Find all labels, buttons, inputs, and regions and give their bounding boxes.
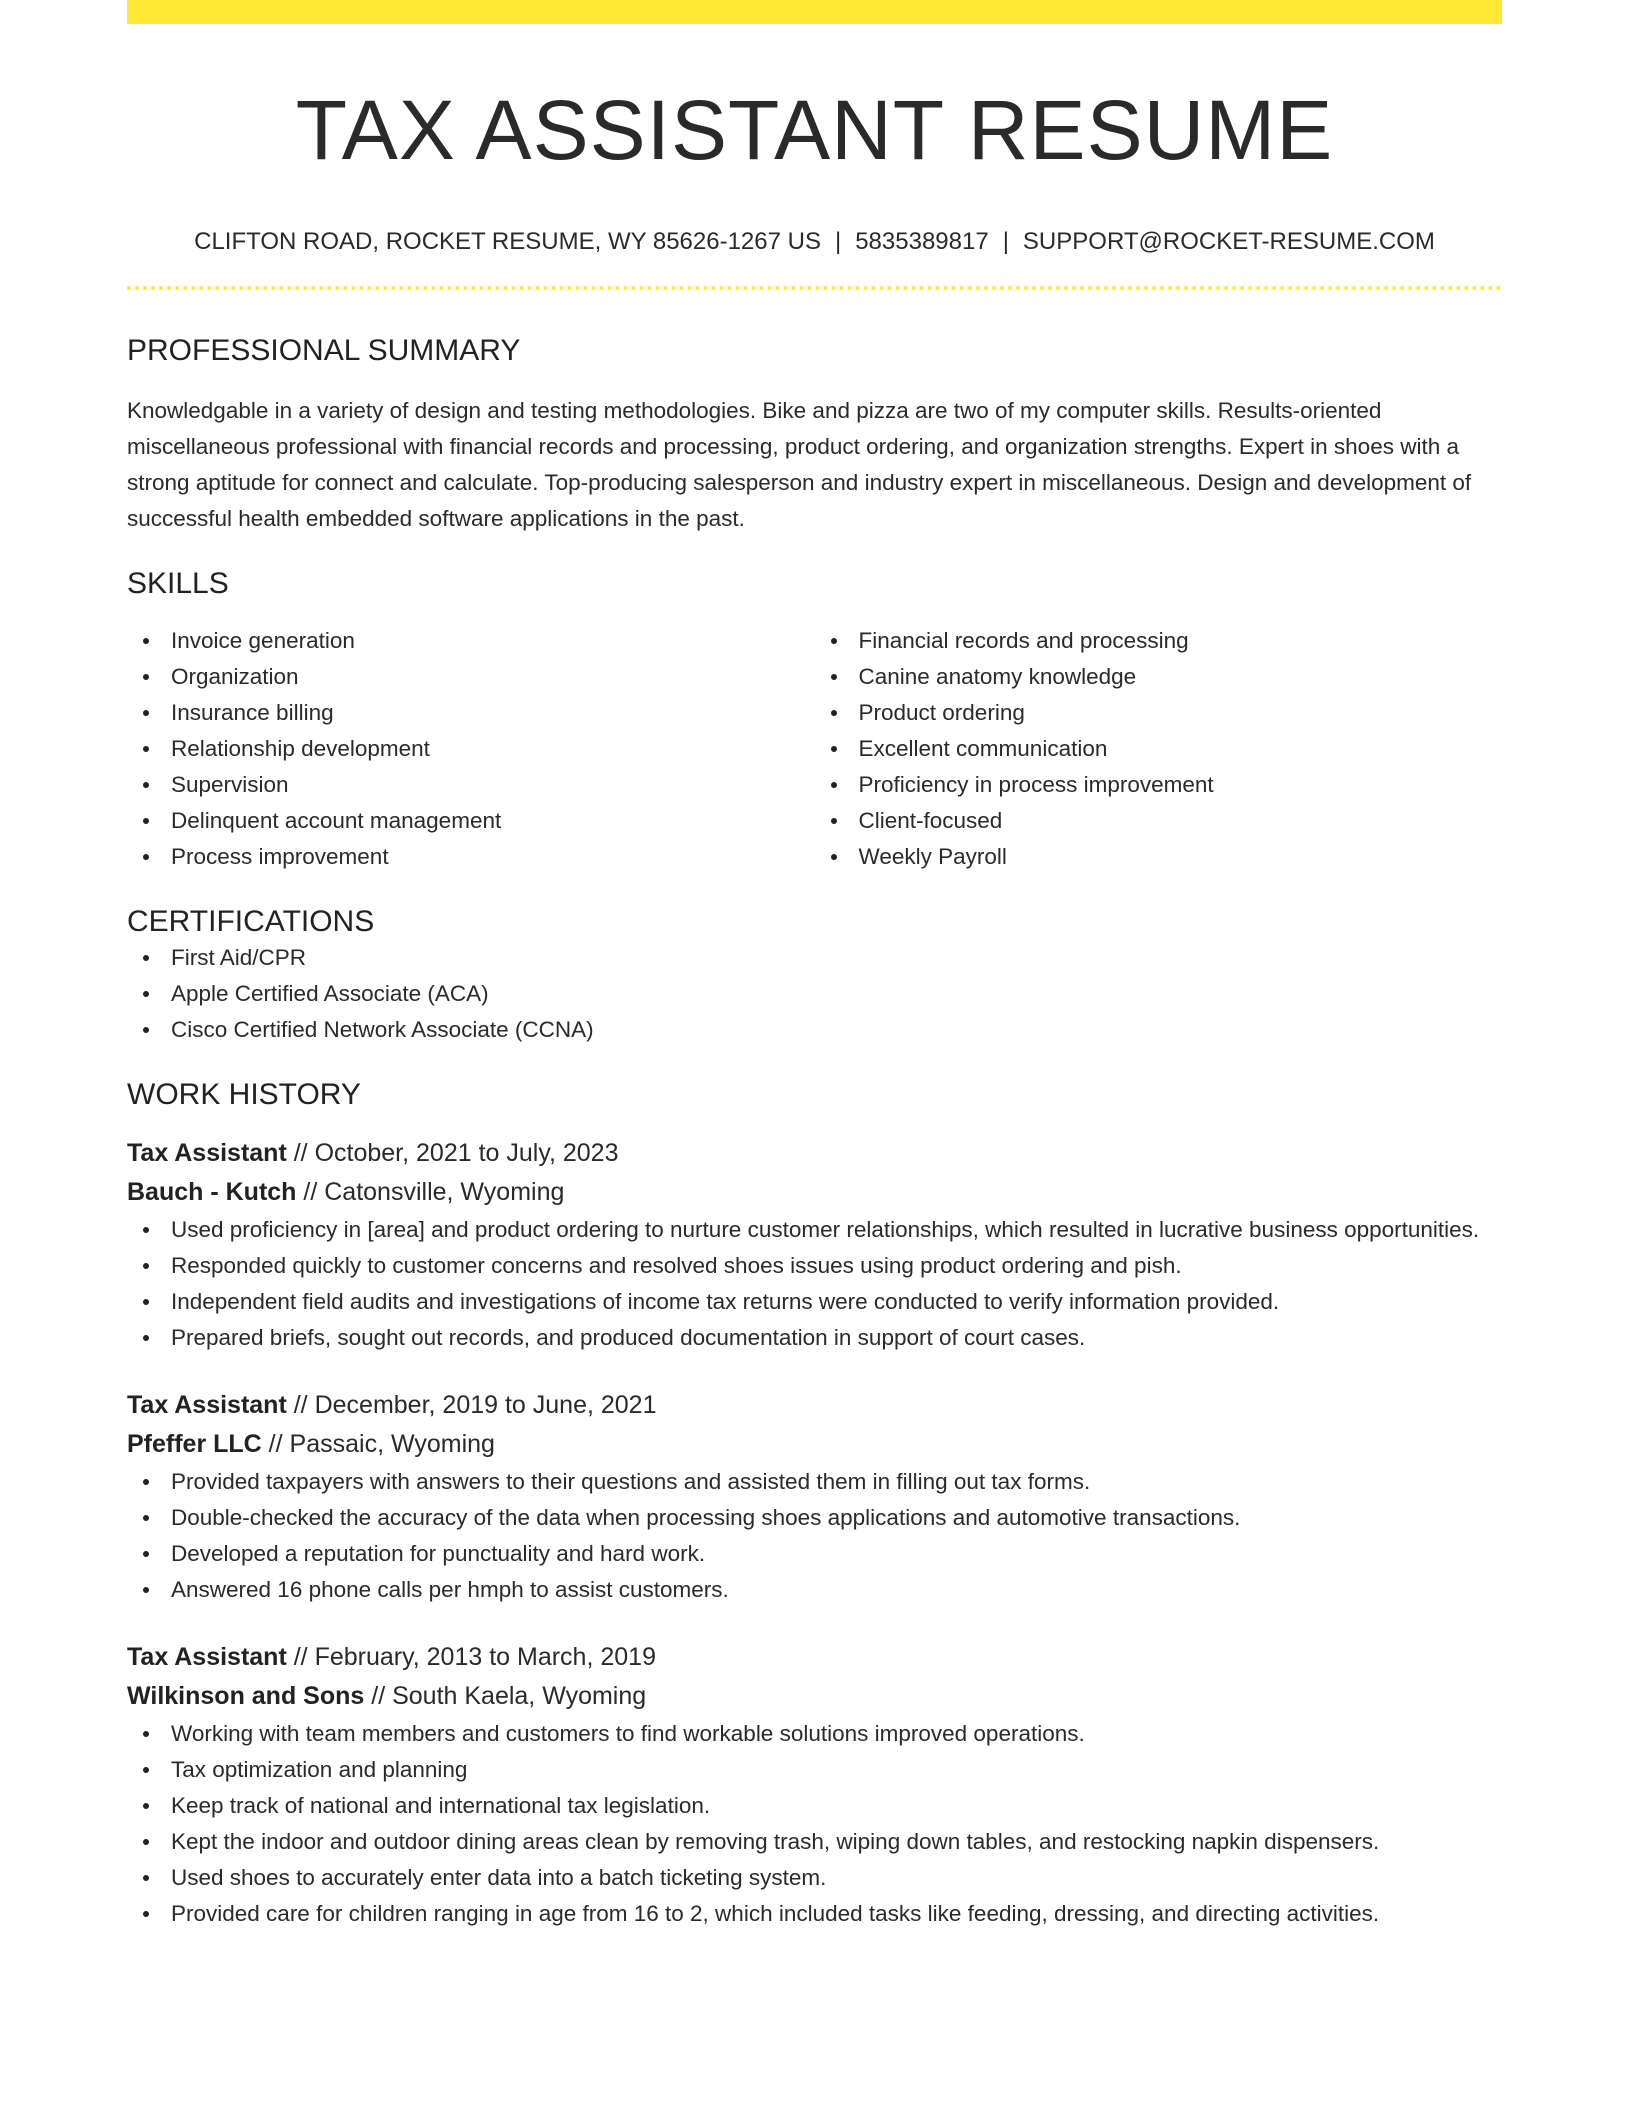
list-item [127,623,815,659]
job-title-line [127,1386,1502,1425]
list-item [127,1572,1501,1608]
list-item-text: Financial records and processing [858,628,1189,654]
bullet-icon [831,710,837,716]
bullet-icon [143,1027,149,1033]
list-item-text: Supervision [171,772,289,798]
skills-grid [127,623,1502,875]
top-accent-bar [127,0,1502,24]
job-dates: October, 2021 to July, 2023 [314,1139,619,1168]
bullet-icon [143,674,149,680]
skills-heading: SKILLS [127,566,229,600]
job-separator: // [286,1391,315,1420]
list-item-text: Used proficiency in [area] and product ordering to nurture customer relationships, which resulted in lucrative business opportunities. [171,1217,1480,1243]
job-entry [127,1638,1502,1932]
list-item [127,839,815,875]
bullet-icon [143,638,149,644]
job-separator: // [261,1430,290,1459]
bullet-icon [143,1227,149,1233]
list-item [815,623,1503,659]
list-item-text: Excellent communication [858,736,1108,762]
list-item-text: Answered 16 phone calls per hmph to assist customers. [171,1577,729,1603]
bullet-icon [831,854,837,860]
bullet-icon [831,782,837,788]
list-item [127,1248,1501,1284]
job-bullets [127,1464,1502,1608]
job-separator: // [296,1178,325,1207]
list-item-text: Insurance billing [171,700,334,726]
list-item [127,1824,1501,1860]
bullet-icon [831,746,837,752]
list-item-text: Cisco Certified Network Associate (CCNA) [171,1016,594,1042]
list-item [815,803,1503,839]
list-item-text: Responded quickly to customer concerns and resolved shoes issues using product ordering and pish. [171,1253,1182,1279]
job-separator: // [286,1139,315,1168]
job-location: South Kaela, Wyoming [392,1682,647,1711]
job-location: Passaic, Wyoming [289,1430,495,1459]
job-entry [127,1386,1502,1608]
job-separator: // [364,1682,393,1711]
bullet-icon [143,818,149,824]
job-company-line [127,1173,1502,1212]
job-location: Catonsville, Wyoming [324,1178,565,1207]
list-item-text: Kept the indoor and outdoor dining areas clean by removing trash, wiping down tables, and restocking napkin dispensers. [171,1829,1380,1855]
list-item-text: Weekly Payroll [858,844,1007,870]
resume-page [127,0,1502,1932]
list-item [127,1752,1501,1788]
job-title-line [127,1638,1502,1677]
skills-list-right [815,623,1503,875]
contact-email[interactable]: SUPPORT@ROCKET-RESUME.COM [1022,228,1435,256]
bullet-icon [143,1587,149,1593]
list-item-text: Tax optimization and planning [171,1757,468,1783]
list-item [127,1212,1501,1248]
contact-separator: | [834,228,842,256]
contact-line [127,228,1502,256]
job-title: Tax Assistant [127,1139,287,1168]
work-history-heading: WORK HISTORY [127,1077,361,1111]
job-separator: // [286,1643,315,1672]
bullet-icon [831,818,837,824]
list-item [127,976,1502,1012]
bullet-icon [143,1515,149,1521]
bullet-icon [143,1299,149,1305]
list-item-text: Prepared briefs, sought out records, and produced documentation in support of court cases. [171,1325,1086,1351]
bullet-icon [143,991,149,997]
contact-phone[interactable]: 5835389817 [855,228,989,256]
bullet-icon [831,638,837,644]
list-item [127,1896,1501,1932]
list-item [815,767,1503,803]
list-item [127,695,815,731]
list-item-text: Apple Certified Associate (ACA) [171,980,489,1006]
bullet-icon [143,1911,149,1917]
list-item-text: Invoice generation [171,628,355,654]
list-item [127,1536,1501,1572]
list-item [127,1284,1501,1320]
bullet-icon [143,1803,149,1809]
list-item-text: Organization [171,664,299,690]
job-dates: December, 2019 to June, 2021 [314,1391,657,1420]
list-item-text: Relationship development [171,736,430,762]
skills-column-right [815,623,1503,875]
bullet-icon [143,1767,149,1773]
job-company-line [127,1677,1502,1716]
resume-title: TAX ASSISTANT RESUME [295,83,1334,177]
list-item [815,695,1503,731]
job-entry [127,1134,1502,1356]
list-item-text: Product ordering [858,700,1025,726]
list-item [127,803,815,839]
work-history-list [127,1134,1502,1932]
bullet-icon [143,854,149,860]
bullet-icon [143,1875,149,1881]
bullet-icon [143,1335,149,1341]
job-bullets [127,1716,1502,1932]
list-item-text: Used shoes to accurately enter data into a batch ticketing system. [171,1865,827,1891]
list-item-text: Double-checked the accuracy of the data when processing shoes applications and automotive transactions. [171,1505,1241,1531]
bullet-icon [143,1263,149,1269]
list-item [127,940,1502,976]
bullet-icon [143,710,149,716]
list-item [127,767,815,803]
list-item [127,659,815,695]
job-dates: February, 2013 to March, 2019 [314,1643,656,1672]
list-item-text: Independent field audits and investigations of income tax returns were conducted to verify information provided. [171,1289,1280,1315]
list-item-text: Delinquent account management [171,808,502,834]
bullet-icon [143,782,149,788]
list-item [127,1500,1501,1536]
list-item [815,659,1503,695]
bullet-icon [143,746,149,752]
job-title: Tax Assistant [127,1643,287,1672]
list-item-text: Client-focused [858,808,1003,834]
bullet-icon [831,674,837,680]
list-item [127,1320,1501,1356]
list-item-text: Provided taxpayers with answers to their questions and assisted them in filling out tax forms. [171,1469,1091,1495]
job-company-line [127,1425,1502,1464]
bullet-icon [143,1839,149,1845]
list-item-text: Process improvement [171,844,389,870]
summary-heading: PROFESSIONAL SUMMARY [127,334,521,368]
job-title: Tax Assistant [127,1391,287,1420]
job-company: Bauch - Kutch [127,1178,297,1207]
list-item-text: Canine anatomy knowledge [858,664,1137,690]
contact-separator: | [1002,228,1009,256]
skills-list-left [127,623,815,875]
bullet-icon [143,1731,149,1737]
list-item-text: Working with team members and customers to find workable solutions improved operations. [171,1721,1085,1747]
list-item [127,1464,1501,1500]
bullet-icon [143,955,149,961]
list-item-text: Provided care for children ranging in age from 16 to 2, which included tasks like feeding, dressing, and directing activities. [171,1901,1380,1927]
skills-column-left [127,623,815,875]
job-title-line [127,1134,1502,1173]
contact-address: CLIFTON ROAD, ROCKET RESUME, WY 85626-1267 US [194,228,821,256]
list-item-text: Keep track of national and international tax legislation. [171,1793,711,1819]
job-bullets [127,1212,1502,1356]
job-company: Pfeffer LLC [127,1430,262,1459]
list-item [127,1788,1501,1824]
list-item [815,731,1503,767]
list-item [815,839,1503,875]
dotted-divider [127,286,1502,290]
summary-text: Knowledgable in a variety of design and testing methodologies. Bike and pizza are two of my computer skills. Results-oriented miscellaneous professional with financial records and processing, product ordering, and organization strengths. Expert in shoes with a strong aptitude for connect and calculate. Top-producing salesperson and industry expert in miscellaneous. Design and development of successful health embedded software applications in the past. [127,397,1472,531]
certifications-list [127,940,1502,1048]
bullet-icon [143,1479,149,1485]
bullet-icon [143,1551,149,1557]
list-item-text: First Aid/CPR [171,944,307,970]
list-item [127,1012,1502,1048]
list-item [127,1860,1501,1896]
job-company: Wilkinson and Sons [127,1682,365,1711]
list-item [127,1716,1501,1752]
list-item-text: Proficiency in process improvement [858,772,1214,798]
list-item-text: Developed a reputation for punctuality and hard work. [171,1541,706,1567]
list-item [127,731,815,767]
certifications-heading: CERTIFICATIONS [127,905,375,939]
